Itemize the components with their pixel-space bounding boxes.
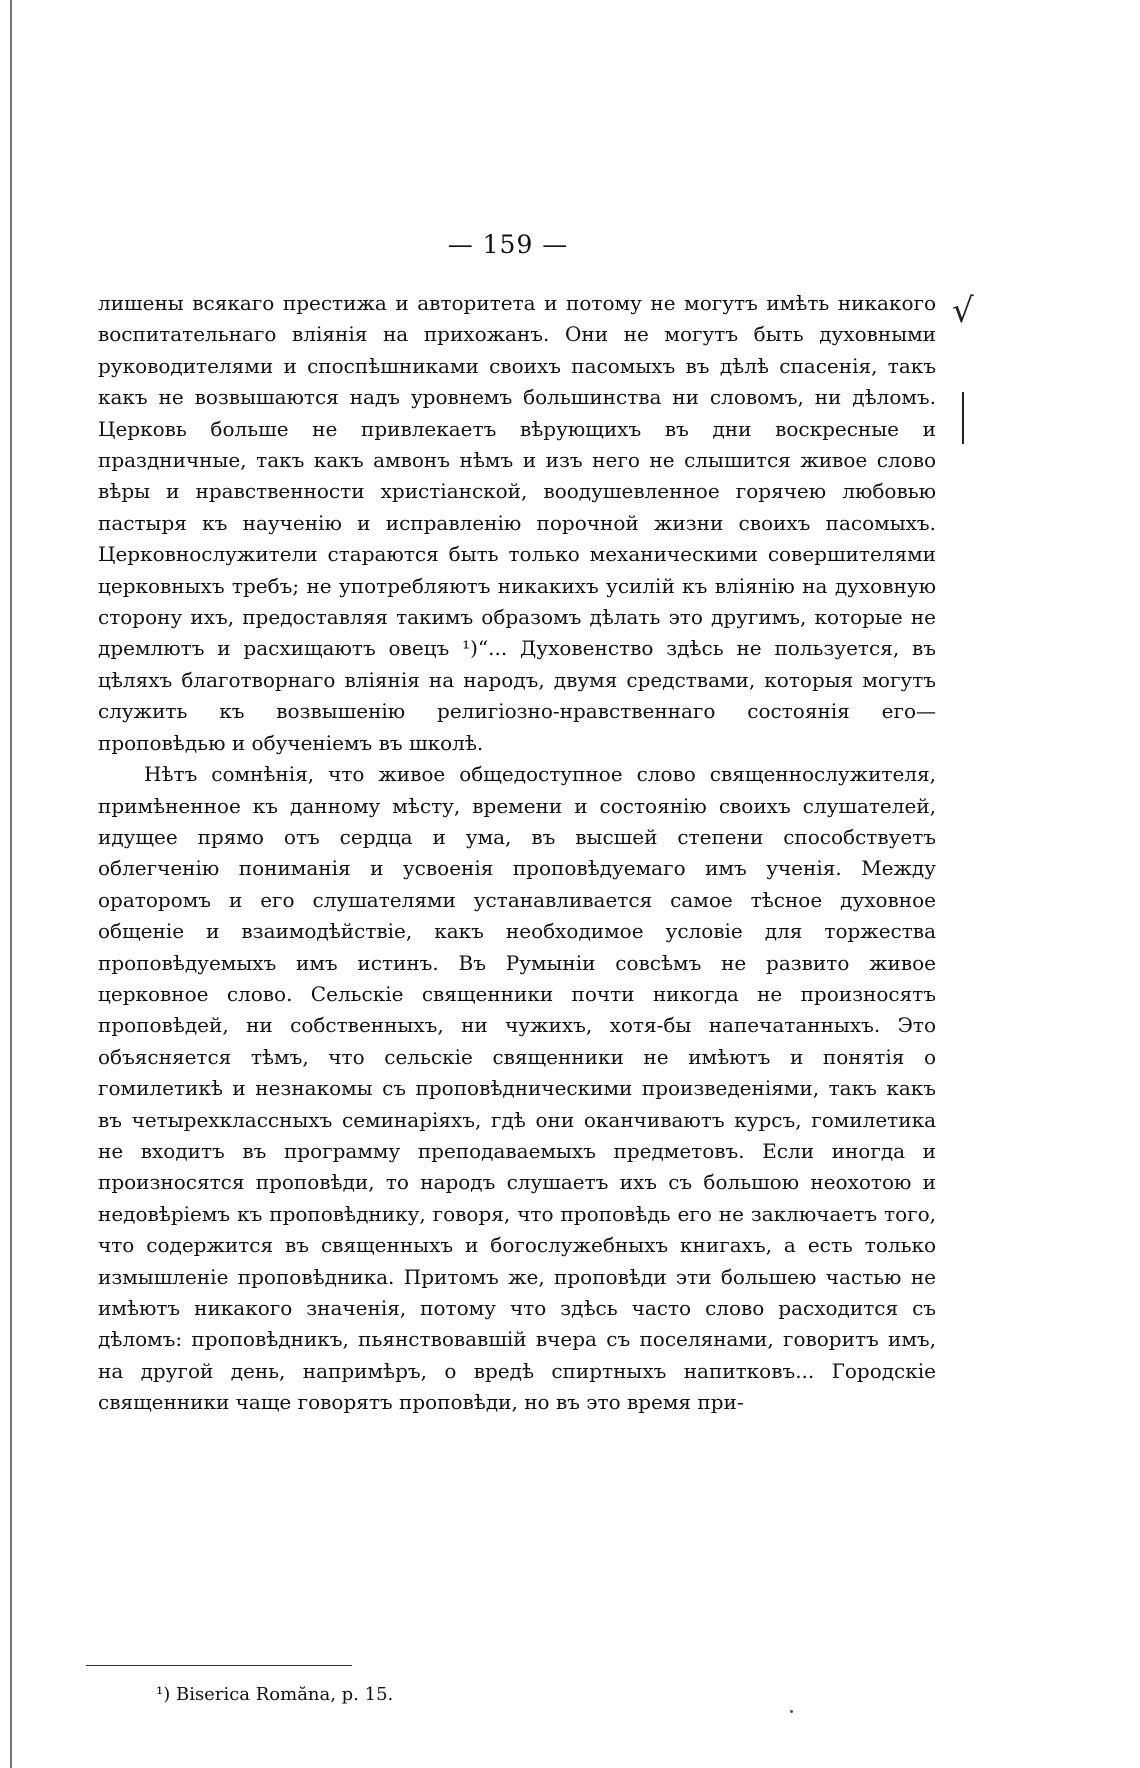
footnote-rule [86,1665,352,1666]
speck-mark [790,1710,793,1713]
page-edge-line [10,0,12,1768]
body-text [98,288,936,1419]
margin-bar-mark [962,392,964,444]
paragraph-1: лишены всякаго престижа и авторитета и потому не могутъ имѣть никакого воспитательнаго вліянія на прихожанъ. Они не могутъ быть духовными руководителями и споспѣшниками своихъ пасомыхъ въ дѣлѣ спасенія, такъ какъ не возвышаются надъ уровнемъ большинства ни словомъ, ни дѣломъ. Церковь больше не привлекаетъ вѣрующихъ въ дни воскресные и праздничные, такъ какъ амвонъ нѣмъ и изъ него не слышится живое слово вѣры и нравственности христіанской, воодушевленное горячею любовью пастыря къ наученію и исправленію порочной жизни своихъ пасомыхъ. Церковнослужители стараются быть только механическими совершителями церковныхъ требъ; не употребляютъ никакихъ усилій къ вліянію на духовную сторону ихъ, предоставляя такимъ образомъ дѣлать это другимъ, которые не дремлютъ и расхищаютъ овецъ ¹)“... Духовенство здѣсь не пользуется, въ цѣляхъ благотворнаго вліянія на народъ, двумя средствами, которыя могутъ служить къ возвышенію религіозно-нравственнаго состоянія его—проповѣдью и обученіемъ въ школѣ. [98,291,936,755]
check-mark-icon: √ [952,291,974,331]
paragraph-2: Нѣтъ сомнѣнія, что живое общедоступное слово священнослужителя, примѣненное къ данному мѣсту, времени и состоянію своихъ слушателей, идущее прямо отъ сердца и ума, въ высшей степени способствуетъ облегченію пониманія и усвоенія проповѣдуемаго имъ ученія. Между ораторомъ и его слушателями устанавливается самое тѣсное духовное общеніе и взаимодѣйствіе, какъ необходимое условіе для торжества проповѣдуемыхъ имъ истинъ. Въ Румыніи совсѣмъ не развито живое церковное слово. Сельскіе священники почти никогда не произносятъ проповѣдей, ни собственныхъ, ни чужихъ, хотя-бы напечатанныхъ. Это объясняется тѣмъ, что сельскіе священники не имѣютъ и понятія о гомилетикѣ и незнакомы съ проповѣдническими произведеніями, такъ какъ въ четырехклассныхъ семинаріяхъ, гдѣ они оканчиваютъ курсъ, гомилетика не входитъ въ программу преподаваемыхъ предметовъ. Если иногда и произносятся проповѣди, то народъ слушаетъ ихъ съ большою неохотою и недовѣріемъ къ проповѣднику, говоря, что проповѣдь его не заключаетъ того, что содержится въ священныхъ и богослужебныхъ книгахъ, а есть только измышленіе проповѣдника. Притомъ же, проповѣди эти большею частью не имѣютъ никакого значенія, потому что здѣсь часто слово расходится съ дѣломъ: проповѣдникъ, пьянствовавшій вчера съ поселянами, говоритъ имъ, на другой день, напримѣръ, о вредѣ спиртныхъ напитковъ... Городскіе священники чаще говорятъ проповѣди, но въ это время при- [98,762,936,1415]
footnote: ¹) Biserica Romăna, p. 15. [156,1684,394,1705]
page-number: — 159 — [447,230,569,259]
